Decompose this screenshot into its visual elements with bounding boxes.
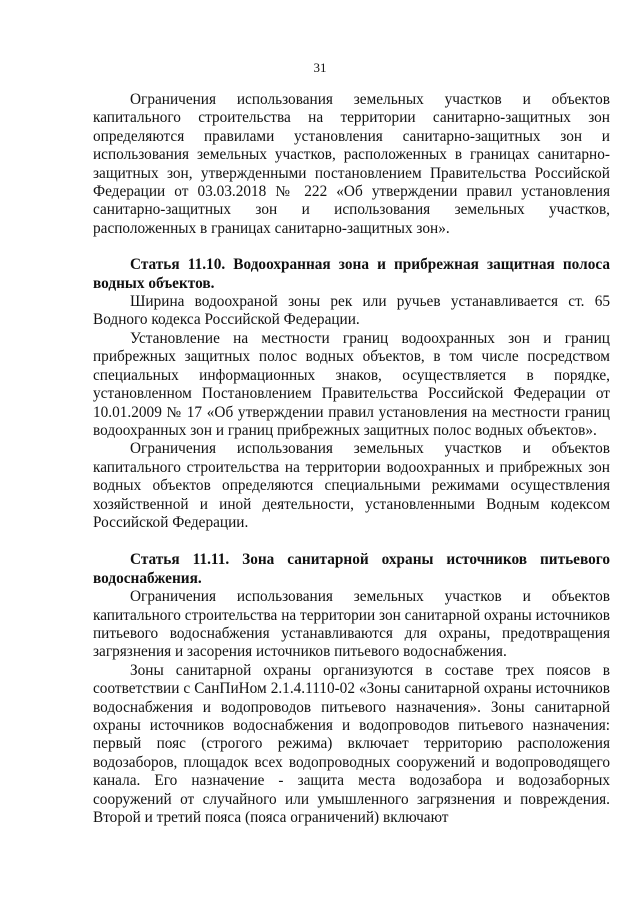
section-spacer [93, 532, 610, 551]
intro-paragraph: Ограничения использования земельных участков и объектов капитального строительства на территории санитарно-защитных зон определяются правилами установления санитарно-защитных зон и использования земельных участков, расположенных в границах санитарно-защитных зон, утвержденными постановлением Правительства Российской Федерации от 03.03.2018 № 222 «Об утверждении правил установления санитарно-защитных зон и использования земельных участков, расположенных в границах санитарно-защитных зон». [93, 91, 610, 237]
article-11-10 [93, 256, 610, 532]
article-11-11-paragraph-2: Зоны санитарной охраны организуются в составе трех поясов в соответствии с СанПиНом 2.1.4.1110-02 «Зоны санитарной охраны источников водоснабжения и водопроводов питьевого назначения». Зоны санитарной охраны источников водоснабжения и водопроводов питьевого назначения: первый пояс (строгого режима) включает территорию расположения водозаборов, площадок всех водопроводных сооружений и водопроводящего канала. Его назначение - защита места водозабора и водозаборных сооружений от случайного или умышленного загрязнения и повреждения. Второй и третий пояса (пояса ограничений) включают [93, 661, 610, 827]
page-number: 31 [313, 60, 327, 75]
article-11-10-paragraph-3: Ограничения использования земельных участков и объектов капитального строительства на территории водоохранных и прибрежных зон водных объектов определяются специальными режимами осуществления хозяйственной и иной деятельности, установленными Водным кодексом Российской Федерации. [93, 440, 610, 531]
article-11-11-paragraph-1: Ограничения использования земельных участков и объектов капитального строительства на территории зон санитарной охраны источников питьевого водоснабжения устанавливаются для охраны, предотвращения загрязнения и засорения источников питьевого водоснабжения. [93, 588, 610, 661]
article-11-10-paragraph-2: Установление на местности границ водоохранных зон и границ прибрежных защитных полос водных объектов, в том числе посредством специальных информационных знаков, осуществляется в порядке, установленном Постановлением Правительства Российской Федерации от 10.01.2009 № 17 «Об утверждении правил установления на местности границ водоохранных зон и границ прибрежных защитных полос водных объектов». [93, 329, 610, 439]
article-11-11-heading: Статья 11.11. Зона санитарной охраны источников питьевого водоснабжения. [93, 551, 610, 587]
article-11-10-heading: Статья 11.10. Водоохранная зона и прибрежная защитная полоса водных объектов. [93, 256, 610, 292]
article-11-11 [93, 551, 610, 827]
page-content [93, 91, 610, 827]
article-11-10-paragraph-1: Ширина водоохраной зоны рек или ручьев устанавливается ст. 65 Водного кодекса Российской Федерации. [93, 293, 610, 329]
section-spacer [93, 238, 610, 256]
